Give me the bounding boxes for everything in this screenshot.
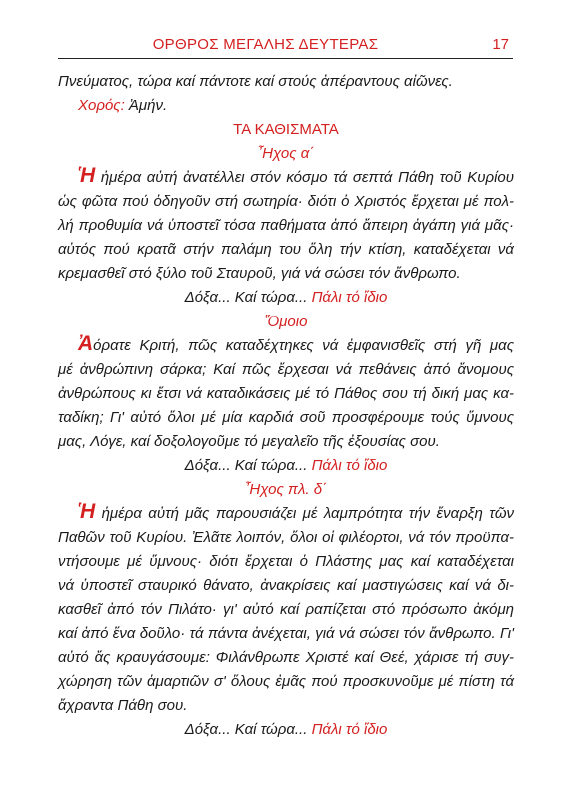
- hymn1-dropcap: Ἡ: [78, 164, 96, 187]
- hymn2-line-1: Ἀόρατε Κριτή, πῶς καταδέχτηκες νά ἐμφανισθεῖς στή γῆ μας: [78, 332, 514, 355]
- page-body: [58, 70, 514, 742]
- header-rule: [58, 58, 513, 59]
- choir-label: Χορός:: [78, 97, 125, 114]
- hymn3-line-1: Ἡ ἡμέρα αὐτή μᾶς παρουσιάζει μέ λαμπρότητα τήν ἔναρξη τῶν: [78, 500, 514, 523]
- hymn1-tone: Ἦχος α΄: [257, 145, 315, 162]
- hymn1-doxa: Δόξα... Καί τώρα... Πάλι τό ἴδιο: [184, 289, 388, 306]
- hymn3-dropcap: Ἡ: [78, 500, 96, 523]
- hymn1-line-4: αὐτός πού κρατᾶ στήν παλάμη του ὅλη τήν κτίση, καταδέχεται νά: [58, 241, 514, 258]
- choir-line: [58, 94, 514, 118]
- hymn3-line-8: χώρηση τῶν ἁμαρτιῶν σ' ὅλους ἐμᾶς πού προσκυνοῦμε μέ πίστη τά: [58, 673, 514, 690]
- opening-line: Πνεύματος, τώρα καί πάντοτε καί στούς ἀπέραντους αἰῶνες.: [58, 73, 453, 90]
- choir-text: Ἀμήν.: [124, 97, 168, 114]
- hymn1-line-1: Ἡ ἡμέρα αὐτή ἀνατέλλει στόν κόσμο τά σεπτά Πάθη τοῦ Κυρίου: [78, 164, 514, 187]
- again-rubric: Πάλι τό ἴδιο: [311, 457, 388, 474]
- hymn2-line-3: ἀνθρώπους κι ἔτσι νά καταδικάσεις μέ τό Πάθος σου τή δική μας κα-: [58, 385, 514, 402]
- hymn3-line-5: κασθεῖ ἀπό τόν Πιλάτο· γι' αὐτό καί ραπίζεται στό πρόσωπο ἀκόμη: [58, 601, 514, 618]
- hymn3-doxa: Δόξα... Καί τώρα... Πάλι τό ἴδιο: [184, 721, 388, 738]
- hymn1-line-5: κρεμασθεῖ στό ξύλο τοῦ Σταυροῦ, γιά νά σώσει τόν ἄνθρωπο.: [58, 265, 461, 282]
- section-title: ΤΑ ΚΑΘΙΣΜΑΤΑ: [233, 121, 339, 138]
- hymn2-line-5: μας, Λόγε, καί δοξολογοῦμε τό μεγαλεῖο τῆς ἐξουσίας σου.: [58, 433, 440, 450]
- hymn3-line-4: νά ὑποστεῖ σταυρικό θάνατο, ἀνακρίσεις καί μαστιγώσεις καί νά δι-: [58, 577, 514, 594]
- hymn2-dropcap: Ἀ: [78, 332, 94, 355]
- again-rubric: Πάλι τό ἴδιο: [311, 289, 388, 306]
- header-title: ΟΡΘΡΟΣ ΜΕΓΑΛΗΣ ΔΕΥΤΕΡΑΣ: [152, 36, 379, 53]
- hymn3-line-9: ἄχραντα Πάθη σου.: [58, 697, 188, 714]
- hymn3-tone: Ἦχος πλ. δ΄: [244, 481, 328, 498]
- hymn1-line-3: λή προθυμία νά ὑποστεῖ τόσα παθήματα ἀπό ἄπειρη ἀγάπη γιά μᾶς·: [58, 217, 514, 234]
- hymn2-line-4: ταδίκη; Γι' αὐτό ὅλοι μέ μία καρδιά σοῦ προσφέρουμε τούς ὕμνους: [58, 409, 514, 426]
- hymn3-line-6: καί ἀπό ἕνα δοῦλο· τά πάντα ἀνέχεται, γιά νά σώσει τόν ἄνθρωπο. Γι': [58, 625, 514, 642]
- hymn1-line-2: ὡς φῶτα πού ὁδηγοῦν στή σωτηρία· διότι ὁ Χριστός ἔρχεται μέ πολ-: [58, 193, 514, 210]
- hymn3-line-3: ντήσουμε μέ ὕμνους· διότι ἔρχεται ὁ Πλάστης μας καί καταδέχεται: [58, 553, 514, 570]
- hymn2-tone: Ὅμοιο: [264, 313, 308, 330]
- hymn3-line-2: Παθῶν τοῦ Κυρίου. Ἐλᾶτε λοιπόν, ὅλοι οἱ φιλέορτοι, νά τόν προϋπα-: [58, 529, 514, 546]
- running-header: [58, 36, 513, 62]
- hymn2-doxa: Δόξα... Καί τώρα... Πάλι τό ἴδιο: [184, 457, 388, 474]
- hymn2-line-2: μέ ἀνθρώπινη σάρκα; Καί πῶς ἔρχεσαι νά πεθάνεις ἀπό ἄνομους: [58, 361, 514, 378]
- page-number: 17: [492, 36, 509, 53]
- hymn3-line-7: αὐτό ἄς κραυγάσουμε: Φιλάνθρωπε Χριστέ καί Θεέ, χάρισε τή συγ-: [58, 649, 514, 666]
- again-rubric: Πάλι τό ἴδιο: [311, 721, 388, 738]
